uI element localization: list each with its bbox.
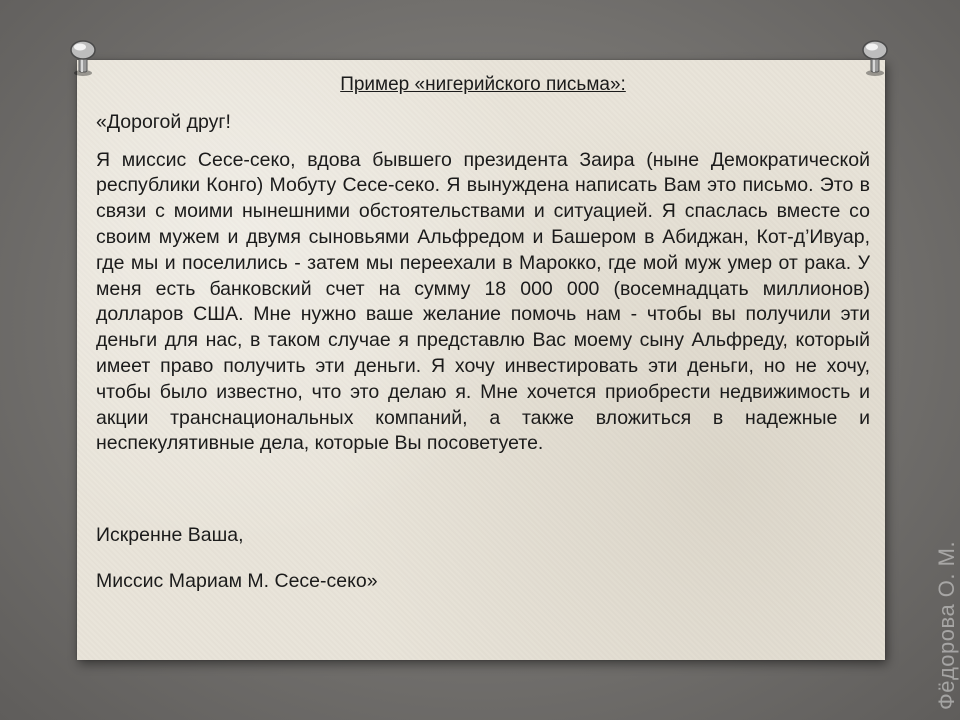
letter-body: Я миссис Сесе-секо, вдова бывшего президента Заира (ныне Демократической республики Конго) Мобуту Сесе-секо. Я вынуждена написать Вам это письмо. Это в связи с моими нынешними обстоятельствами и ситуацией. Я спаслась вместе со своим мужем и двумя сыновьями Альфредом и Башером в Абиджан, Кот-д’Ивуар, где мы и поселились - затем мы переехали в Марокко, где мой муж умер от рака. У меня есть банковский счет на сумму 18 000 000 (восемнадцать миллионов) долларов США. Мне нужно ваше желание помочь нам - чтобы вы получили эти деньги для нас, в таком случае я представлю Вас моему сыну Альфреду, который имеет право получить эти деньги. Я хочу инвестировать эти деньги, но не хочу, чтобы было известно, что это делаю я. Мне хочется приобрести недвижимость и акции транснациональных компаний, а также вложиться в надежные и неспекулятивные дела, которые Вы посоветуете. (96, 148, 870, 455)
author-watermark: Фёдорова О. М. (934, 540, 959, 710)
letter-greeting: «Дорогой друг! (96, 110, 231, 133)
letter-signature: Миссис Мариам М. Сесе-секо» (96, 569, 378, 592)
letter-title: Пример «нигерийского письма»: (340, 74, 626, 95)
letter-content (96, 72, 870, 595)
letter-closing: Искренне Ваша, (96, 524, 244, 547)
pushpin-left-icon (66, 38, 100, 78)
